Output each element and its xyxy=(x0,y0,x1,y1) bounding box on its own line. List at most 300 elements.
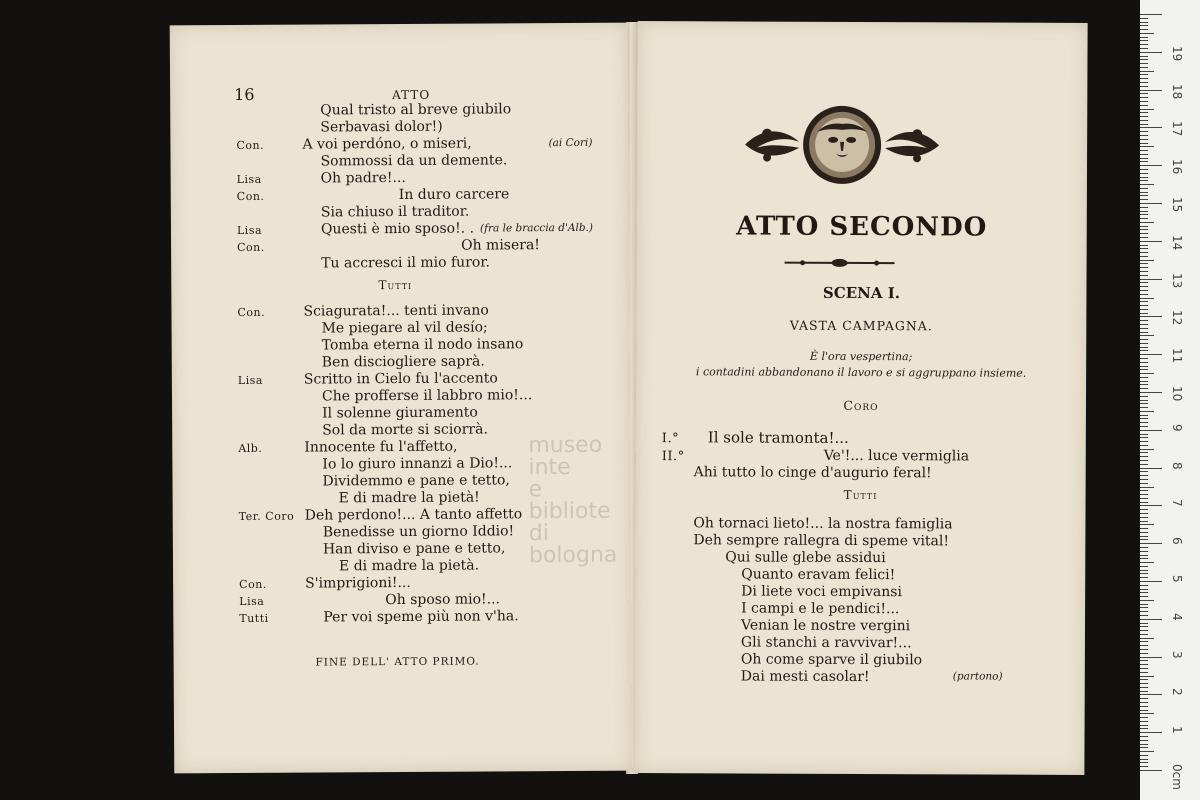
fine-atto-primo: FINE DELL' ATTO PRIMO. xyxy=(315,655,480,669)
ruler-tick xyxy=(1140,657,1162,658)
ruler-tick xyxy=(1140,415,1148,416)
ruler-tick xyxy=(1140,29,1148,30)
ruler-tick xyxy=(1140,562,1154,563)
ruler-tick xyxy=(1140,581,1162,582)
page-number: 16 xyxy=(234,84,255,105)
ruler-tick xyxy=(1140,120,1148,121)
ruler-tick xyxy=(1140,396,1148,397)
ruler-tick xyxy=(1140,350,1148,351)
coro-heading: Coro xyxy=(843,397,879,414)
verse-line: Tu accresci il mio furor. xyxy=(321,254,490,272)
ruler-tick xyxy=(1140,275,1148,276)
ruler-tick xyxy=(1140,203,1162,204)
ruler-tick xyxy=(1140,271,1148,272)
ruler-tick xyxy=(1140,71,1154,72)
ruler-number: 18 xyxy=(1170,83,1184,99)
ruler-tick xyxy=(1140,566,1148,567)
ruler-tick xyxy=(1140,751,1154,752)
stage-direction-1: È l'ora vespertina; xyxy=(809,349,913,364)
stage-note: (fra le braccia d'Alb.) xyxy=(479,221,594,235)
ruler-tick xyxy=(1140,445,1148,446)
ruler-tick xyxy=(1140,630,1148,631)
ruler-tick xyxy=(1140,702,1148,703)
ruler-tick xyxy=(1140,241,1162,242)
speaker-label: Lisa xyxy=(236,223,263,237)
ruler-tick xyxy=(1140,86,1148,87)
ruler-tick xyxy=(1140,660,1148,661)
ruler-tick xyxy=(1140,547,1148,548)
ruler-tick xyxy=(1140,74,1148,75)
ruler-tick xyxy=(1140,169,1148,170)
ruler-tick xyxy=(1140,237,1148,238)
ruler-tick xyxy=(1140,366,1148,367)
ruler-tick xyxy=(1140,347,1148,348)
verse-line: Ve'!... luce vermiglia xyxy=(823,447,970,465)
ruler-tick xyxy=(1140,623,1148,624)
verse-line: Qual tristo al breve giubilo xyxy=(320,101,512,119)
verse-line: Il solenne giuramento xyxy=(322,404,478,422)
verse-line: Oh come sparve il giubilo xyxy=(740,651,923,669)
ruler-tick xyxy=(1140,634,1148,635)
ruler-tick xyxy=(1140,101,1148,102)
ruler-tick xyxy=(1140,676,1154,677)
ruler-tick xyxy=(1140,536,1148,537)
verse-line: Deh perdono!... A tanto affetto xyxy=(304,506,523,524)
verse-line: Oh sposo mio!... xyxy=(385,591,501,609)
ruler-tick xyxy=(1140,468,1162,469)
verse-line: Venian le nostre vergini xyxy=(740,617,911,635)
ruler-tick xyxy=(1140,494,1148,495)
watermark-line: e bibliote xyxy=(528,477,611,525)
ruler-tick xyxy=(1140,192,1148,193)
ruler-tick xyxy=(1140,112,1148,113)
ruler-tick xyxy=(1140,256,1148,257)
ruler-tick xyxy=(1140,324,1148,325)
ruler-tick xyxy=(1140,40,1148,41)
ruler-tick xyxy=(1140,513,1148,514)
verse-line: E di madre la pietà. xyxy=(338,557,480,575)
ruler-tick xyxy=(1140,770,1162,771)
ruler-tick xyxy=(1140,339,1148,340)
ruler-tick xyxy=(1140,260,1154,261)
ruler-tick xyxy=(1140,479,1148,480)
ruler-tick xyxy=(1140,740,1148,741)
verse-line: S'imprigioni!... xyxy=(305,574,411,592)
ruler-number: 17 xyxy=(1170,121,1184,137)
ruler-tick xyxy=(1140,229,1148,230)
ruler-tick xyxy=(1140,426,1148,427)
ruler-tick xyxy=(1140,90,1162,91)
ruler-tick xyxy=(1140,509,1148,510)
right-page xyxy=(634,21,1087,775)
ruler-number: 8 xyxy=(1170,461,1184,470)
stage-note: (ai Cori) xyxy=(548,136,593,150)
ruler-tick xyxy=(1140,335,1154,336)
ruler-tick xyxy=(1140,747,1148,748)
exit-note: (partono) xyxy=(952,670,1003,683)
verse-line: Di liete voci empivansi xyxy=(741,583,902,601)
ruler-tick xyxy=(1140,573,1148,574)
ruler-tick xyxy=(1140,177,1148,178)
ruler-tick xyxy=(1140,263,1148,264)
ruler-tick xyxy=(1140,63,1148,64)
ruler-tick xyxy=(1140,679,1148,680)
ruler-tick xyxy=(1140,78,1148,79)
ruler-tick xyxy=(1140,475,1148,476)
ruler-tick xyxy=(1140,585,1148,586)
ruler-tick xyxy=(1140,146,1154,147)
speaker-label: Con. xyxy=(237,305,266,319)
speaker-label: Lisa xyxy=(239,594,265,608)
speaker-label: Con. xyxy=(236,138,265,153)
ruler-tick xyxy=(1140,694,1162,695)
ruler-tick xyxy=(1140,607,1148,608)
verse-line: Innocente fu l'affetto, xyxy=(304,438,458,456)
ruler-number: 2 xyxy=(1170,688,1184,697)
speaker-label: Con. xyxy=(237,240,265,254)
ruler-tick xyxy=(1140,732,1162,733)
ruler-number: 19 xyxy=(1170,45,1184,62)
ruler-tick xyxy=(1140,505,1162,506)
ruler-tick xyxy=(1140,589,1148,590)
ruler-tick xyxy=(1140,105,1148,106)
ruler-tick xyxy=(1140,377,1148,378)
ruler-tick xyxy=(1140,82,1148,83)
speaker-label: Con. xyxy=(236,189,265,203)
ruler-tick xyxy=(1140,226,1148,227)
ruler-tick xyxy=(1140,710,1148,711)
ruler-number: 6 xyxy=(1170,537,1184,545)
ruler-tick xyxy=(1140,362,1148,363)
ruler-tick xyxy=(1140,154,1148,155)
ruler-tick xyxy=(1140,524,1154,525)
verse-line: Han diviso e pane e tetto, xyxy=(322,540,506,558)
stage-direction-2: i contadini abbandonano il lavoro e si aggruppano insieme. xyxy=(695,365,1027,380)
ruler-tick xyxy=(1140,161,1148,162)
ruler-tick xyxy=(1140,44,1148,45)
ruler-tick xyxy=(1140,653,1148,654)
ruler-tick xyxy=(1140,407,1148,408)
ruler-tick xyxy=(1140,615,1148,616)
ruler-tick xyxy=(1140,517,1148,518)
ruler-tick xyxy=(1140,400,1148,401)
ruler-tick xyxy=(1140,124,1148,125)
ruler-tick xyxy=(1140,279,1162,280)
ruler-tick xyxy=(1140,551,1148,552)
ruler-tick xyxy=(1140,184,1154,185)
ruler-tick xyxy=(1140,56,1148,57)
ruler-tick xyxy=(1140,471,1148,472)
ruler-tick xyxy=(1140,354,1162,355)
ruler-tick xyxy=(1140,736,1148,737)
verse-line: I campi e le pendici!... xyxy=(741,600,900,618)
ruler-tick xyxy=(1140,109,1154,110)
ruler-tick xyxy=(1140,638,1154,639)
ruler-tick xyxy=(1140,539,1148,540)
ruler-tick xyxy=(1140,143,1148,144)
ruler-number: 4 xyxy=(1170,612,1184,621)
ruler-tick xyxy=(1140,214,1148,215)
ruler-tick xyxy=(1140,521,1148,522)
ruler-tick xyxy=(1140,717,1148,718)
ruler-tick xyxy=(1140,384,1148,385)
verse-line: Serbavasi dolor!) xyxy=(320,118,443,136)
ruler-tick xyxy=(1140,728,1148,729)
speaker-label: Lisa xyxy=(236,172,262,186)
ruler-tick xyxy=(1140,498,1148,499)
ruler-tick xyxy=(1140,358,1148,359)
ruler-number: 5 xyxy=(1170,575,1184,583)
ruler-tick xyxy=(1140,487,1154,488)
speaker-label: I.° xyxy=(661,431,680,447)
ruler-tick xyxy=(1140,668,1148,669)
watermark xyxy=(528,432,631,569)
ruler-tick xyxy=(1140,452,1148,453)
ruler-tick xyxy=(1140,328,1148,329)
ruler-number: 9 xyxy=(1170,423,1184,432)
ruler-tick xyxy=(1140,267,1148,268)
ruler-tick xyxy=(1140,483,1148,484)
ruler-tick xyxy=(1140,18,1148,19)
verse-line: Sol da morte si sciorrà. xyxy=(322,421,488,439)
ruler-tick xyxy=(1140,600,1154,601)
location-heading: VASTA CAMPAGNA. xyxy=(789,317,933,334)
ruler-tick xyxy=(1140,441,1148,442)
verse-line: A voi perdóno, o miseri, xyxy=(302,135,472,153)
ruler-tick xyxy=(1140,392,1162,393)
ruler-tick xyxy=(1140,116,1148,117)
ruler-tick xyxy=(1140,97,1148,98)
ruler-tick xyxy=(1140,649,1148,650)
ruler-number: 3 xyxy=(1170,650,1184,659)
ruler-tick xyxy=(1140,248,1148,249)
ruler-tick xyxy=(1140,294,1148,295)
speaker-label: Tutti xyxy=(239,611,269,625)
ruler-tick xyxy=(1140,683,1148,684)
verse-line: Dai mesti casolar! xyxy=(740,668,870,686)
ruler-tick xyxy=(1140,596,1148,597)
ruler-tick xyxy=(1140,233,1148,234)
ruler-tick xyxy=(1140,691,1148,692)
ruler-tick xyxy=(1140,316,1162,317)
ruler-number: 11 xyxy=(1170,348,1184,364)
ruler-tick xyxy=(1140,173,1148,174)
verse-line: Gli stanchi a ravvivar!... xyxy=(740,634,912,652)
ruler-tick xyxy=(1140,245,1148,246)
ruler-number: 10 xyxy=(1170,386,1184,402)
ruler-number: 14 xyxy=(1170,234,1184,251)
ruler-tick xyxy=(1140,332,1148,333)
speaker-label: Lisa xyxy=(237,373,263,387)
ruler-tick xyxy=(1140,759,1148,760)
ruler-tick xyxy=(1140,577,1148,578)
ruler-tick xyxy=(1140,626,1148,627)
ruler-tick xyxy=(1140,403,1148,404)
ruler-tick xyxy=(1140,698,1148,699)
ruler-tick xyxy=(1140,388,1148,389)
ruler-tick xyxy=(1140,298,1154,299)
ruler-tick xyxy=(1140,305,1148,306)
ruler-tick xyxy=(1140,619,1162,620)
ruler-tick xyxy=(1140,490,1148,491)
ruler-tick xyxy=(1140,460,1148,461)
ruler-tick xyxy=(1140,543,1162,544)
verse-line: Sia chiuso il traditor. xyxy=(320,203,470,221)
verse-line: Tomba eterna il nodo insano xyxy=(321,336,524,354)
ruler-tick xyxy=(1140,14,1162,15)
verse-line: Oh tornaci lieto!... la nostra famiglia xyxy=(693,515,953,533)
ruler-tick xyxy=(1140,532,1148,533)
verse-line: Oh misera! xyxy=(461,237,540,254)
ruler-tick xyxy=(1140,762,1148,763)
ruler-tick xyxy=(1140,25,1148,26)
act-title: ATTO SECONDO xyxy=(736,211,988,243)
ruler-tick xyxy=(1140,313,1148,314)
ruler-tick xyxy=(1140,127,1162,128)
verse-line: Scritto in Cielo fu l'accento xyxy=(303,370,498,388)
ruler-tick xyxy=(1140,570,1148,571)
ruler-tick xyxy=(1140,381,1148,382)
ruler-tick xyxy=(1140,218,1148,219)
mask-ornament-icon xyxy=(737,103,947,186)
verse-line: Sommossi da un demente. xyxy=(320,152,508,170)
ruler-number: 0cm xyxy=(1170,764,1184,790)
ruler-number: 12 xyxy=(1170,310,1184,326)
verse-line: Ben discioglierе saprà. xyxy=(321,353,485,371)
speaker-label: Ter. Coro xyxy=(238,509,295,523)
ruler-tick xyxy=(1140,309,1148,310)
ruler-tick xyxy=(1140,672,1148,673)
ruler-tick xyxy=(1140,611,1148,612)
ruler-tick xyxy=(1140,430,1162,431)
running-head: ATTO xyxy=(392,87,431,103)
verse-line: Quanto eravam felici! xyxy=(741,566,896,584)
verse-line: Che profferse il labbro mio!... xyxy=(321,387,533,405)
ruler-tick xyxy=(1140,641,1148,642)
ruler-tick xyxy=(1140,369,1148,370)
ruler-tick xyxy=(1140,713,1154,714)
measuring-ruler xyxy=(1140,0,1200,800)
ruler-tick xyxy=(1140,373,1154,374)
watermark-line: museo inte xyxy=(528,432,603,481)
ruler-tick xyxy=(1140,449,1154,450)
ruler-tick xyxy=(1140,286,1148,287)
ruler-tick xyxy=(1140,687,1148,688)
scene-heading: SCENA I. xyxy=(822,283,900,303)
verse-line: Me piegare al vil desío; xyxy=(321,319,488,337)
ruler-tick xyxy=(1140,211,1148,212)
ruler-tick xyxy=(1140,592,1148,593)
ruler-tick xyxy=(1140,188,1148,189)
ruler-tick xyxy=(1140,59,1148,60)
ruler-tick xyxy=(1140,645,1148,646)
ruler-tick xyxy=(1140,456,1148,457)
ruler-tick xyxy=(1140,464,1148,465)
ruler-tick xyxy=(1140,139,1148,140)
ruler-tick xyxy=(1140,93,1148,94)
divider-ornament-icon xyxy=(783,258,897,268)
ruler-tick xyxy=(1140,422,1148,423)
left-page xyxy=(170,23,633,774)
ruler-tick xyxy=(1140,555,1148,556)
ruler-tick xyxy=(1140,725,1148,726)
tutti-heading-right: Tutti xyxy=(843,487,878,503)
speaker-label: II.° xyxy=(661,449,685,465)
ruler-tick xyxy=(1140,755,1148,756)
ruler-tick xyxy=(1140,418,1148,419)
verse-line: Dividemmo e pane e tetto, xyxy=(322,472,510,490)
ruler-tick xyxy=(1140,180,1148,181)
ruler-tick xyxy=(1140,528,1148,529)
verse-line: Ahi tutto lo cinge d'augurio feral! xyxy=(693,464,932,482)
ruler-tick xyxy=(1140,67,1148,68)
ruler-tick xyxy=(1140,320,1148,321)
ruler-tick xyxy=(1140,502,1148,503)
tutti-heading-left: Tutti xyxy=(378,277,413,293)
ruler-tick xyxy=(1140,165,1162,166)
ruler-tick xyxy=(1140,52,1162,53)
verse-line: Per voi speme più non v'ha. xyxy=(323,608,519,626)
ruler-tick xyxy=(1140,766,1148,767)
verse-line: Benedisse un giorno Iddio! xyxy=(322,523,515,541)
ruler-tick xyxy=(1140,290,1148,291)
ruler-tick xyxy=(1140,411,1154,412)
ruler-tick xyxy=(1140,558,1148,559)
speaker-label: Alb. xyxy=(238,441,263,455)
ruler-number: 1 xyxy=(1170,726,1184,734)
ruler-tick xyxy=(1140,207,1148,208)
ruler-tick xyxy=(1140,195,1148,196)
ruler-tick xyxy=(1140,37,1148,38)
verse-line: Deh sempre rallegra di speme vital! xyxy=(693,532,950,550)
verse-line: Oh padre!... xyxy=(320,169,406,187)
ruler-tick xyxy=(1140,33,1154,34)
ruler-tick xyxy=(1140,135,1148,136)
ruler-tick xyxy=(1140,434,1148,435)
ruler-tick xyxy=(1140,301,1148,302)
ruler-tick xyxy=(1140,199,1148,200)
ruler-tick xyxy=(1140,282,1148,283)
ruler-number: 16 xyxy=(1170,159,1184,175)
ruler-tick xyxy=(1140,252,1148,253)
ruler-tick xyxy=(1140,158,1148,159)
ruler-tick xyxy=(1140,706,1148,707)
ruler-tick xyxy=(1140,48,1148,49)
ruler-number: 13 xyxy=(1170,272,1184,288)
verse-line: Io lo giuro innanzi a Dio!... xyxy=(322,455,513,473)
ruler-tick xyxy=(1140,222,1154,223)
verse-line: Il sole tramonta!... xyxy=(707,428,849,447)
ruler-tick xyxy=(1140,343,1148,344)
ruler-tick xyxy=(1140,437,1148,438)
ruler-number: 7 xyxy=(1170,499,1184,508)
ruler-tick xyxy=(1140,664,1148,665)
verse-line: In duro carcere xyxy=(398,186,510,204)
ruler-tick xyxy=(1140,721,1148,722)
verse-line: Questi è mio sposo!. . xyxy=(320,220,475,238)
ruler-tick xyxy=(1140,22,1148,23)
verse-line: Qui sulle glebe assidui xyxy=(725,549,886,567)
ruler-tick xyxy=(1140,150,1148,151)
speaker-label: Con. xyxy=(239,577,267,591)
verse-line: E di madre la pietà! xyxy=(338,489,480,507)
watermark-line: di bologna xyxy=(528,521,618,569)
ruler-number: 15 xyxy=(1170,197,1184,213)
verse-line: Sciagurata!... tenti invano xyxy=(303,302,489,320)
ruler-tick xyxy=(1140,131,1148,132)
ruler-tick xyxy=(1140,604,1148,605)
ruler-tick xyxy=(1140,744,1148,745)
